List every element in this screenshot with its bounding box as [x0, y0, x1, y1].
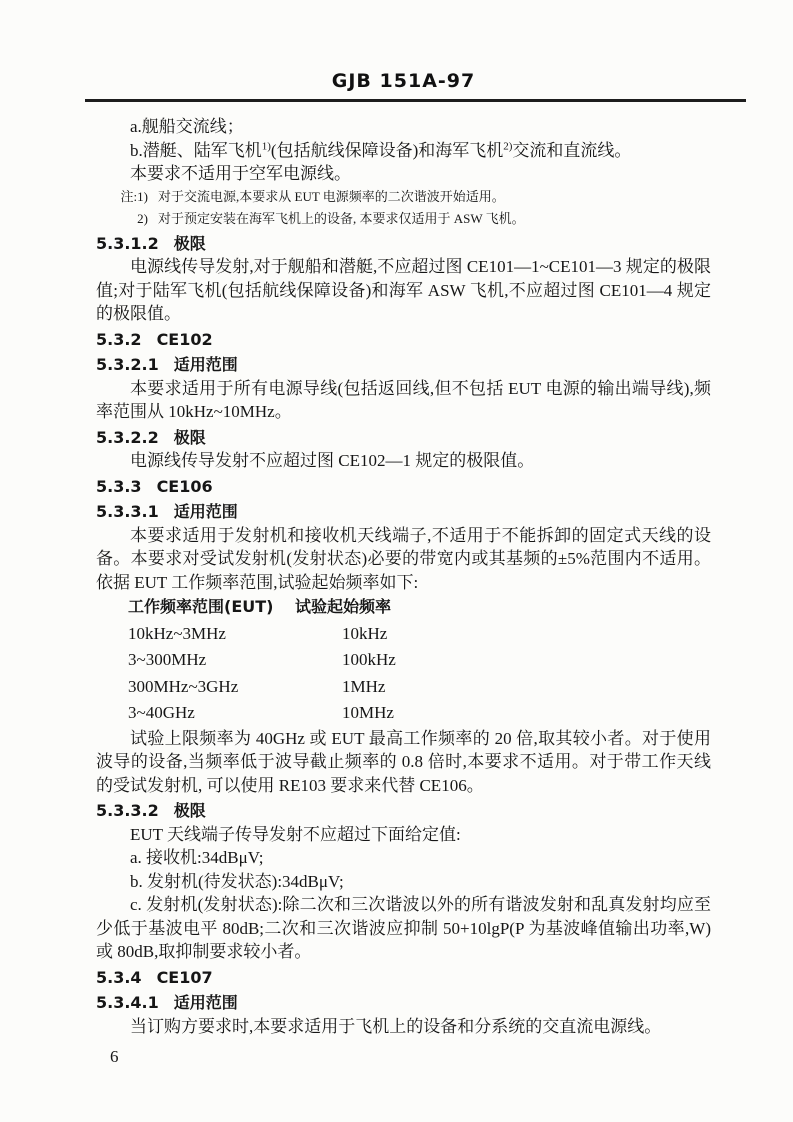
paragraph-5341: 当订购方要求时,本要求适用于飞机上的设备和分系统的交直流电源线。 — [130, 1016, 662, 1036]
limit-item-c: c. 发射机(发射状态):除二次和三次谐波以外的所有谐波发射和乱真发射均应至少低于基波电平 80dB;二次和三次谐波应抑制 50+10lgP(P 为基波峰值输出功率,W)或 80dB,取抑制要求较小者。 — [96, 895, 711, 961]
document-page — [96, 70, 711, 1069]
section-number: 5.3.2 — [96, 329, 142, 349]
section-title: CE107 — [156, 967, 213, 987]
footnote-ref-2: 2) — [503, 139, 513, 152]
paragraph-5312: 电源线传导发射,对于舰船和潜艇,不应超过图 CE101—1~CE101—3 规定的极限值;对于陆军飞机(包括航线保障设备)和海军 ASW 飞机,不应超过图 CE101—4 规定的极限值。 — [96, 257, 711, 323]
footnote-ref-1: 1) — [261, 139, 271, 152]
footnote-2-text: 对于预定安装在海军飞机上的设备, 本要求仅适用于 ASW 飞机。 — [158, 210, 525, 226]
paragraph-5322: 电源线传导发射不应超过图 CE102—1 规定的极限值。 — [130, 451, 535, 470]
cell-start-frequency: 1MHz — [342, 676, 386, 696]
section-number: 5.3.4 — [96, 967, 142, 987]
section-heading-5322 — [96, 426, 711, 450]
air-force-exemption: 本要求不适用于空军电源线。 — [130, 164, 351, 183]
header-rule — [85, 99, 746, 102]
section-heading-5331 — [96, 500, 711, 524]
footnote-1-text: 对于交流电源,本要求从 EUT 电源频率的二次谐波开始适用。 — [158, 188, 505, 204]
test-start-frequency-table — [96, 594, 711, 727]
list-item-b-post: 交流和直流线。 — [512, 140, 632, 160]
paragraph-5321: 本要求适用于所有电源导线(包括返回线,但不包括 EUT 电源的输出端导线),频率范围从 10kHz~10MHz。 — [96, 378, 711, 421]
section-number: 5.3.3.2 — [96, 801, 159, 820]
paragraph-5332: EUT 天线端子传导发射不应超过下面给定值: — [130, 824, 461, 844]
section-title: 极限 — [173, 801, 206, 820]
section-heading-533 — [96, 475, 711, 499]
section-number: 5.3.3.1 — [96, 502, 159, 521]
section-heading-5321 — [96, 353, 711, 377]
section-number: 5.3.2.2 — [96, 427, 159, 447]
list-item-b-mid: (包括航线保障设备)和海军飞机 — [270, 140, 504, 160]
cell-start-frequency: 100kHz — [342, 650, 396, 669]
section-heading-532 — [96, 328, 711, 352]
footnote-1 — [96, 186, 711, 208]
footnote-2 — [96, 208, 711, 230]
section-heading-5332 — [96, 799, 711, 823]
column-header-start-frequency: 试验起始频率 — [295, 597, 392, 616]
table-header-row — [96, 594, 711, 621]
section-title: 极限 — [173, 427, 206, 447]
cell-frequency-range: 10kHz~3MHz — [128, 623, 226, 643]
section-number: 5.3.2.1 — [96, 355, 159, 374]
section-title: 适用范围 — [173, 993, 238, 1012]
list-item-b — [96, 139, 711, 163]
section-title: CE102 — [156, 329, 213, 349]
table-row — [96, 700, 711, 727]
section-number: 5.3.4.1 — [96, 993, 159, 1012]
cell-start-frequency: 10kHz — [342, 623, 388, 643]
list-item-b-pre: b.潜艇、陆军飞机 — [130, 140, 262, 160]
column-header-frequency-range: 工作频率范围(EUT) — [128, 597, 274, 616]
section-title: CE106 — [156, 476, 213, 496]
cell-frequency-range: 3~40GHz — [128, 703, 195, 722]
footnotes — [96, 186, 711, 230]
cell-frequency-range: 3~300MHz — [128, 650, 207, 669]
paragraph-5331b: 试验上限频率为 40GHz 或 EUT 最高工作频率的 20 倍,取其较小者。对于使用波导的设备,当频率低于波导截止频率的 0.8 倍时,本要求不适用。对于带工作天线的受试发射机, 可以使用 RE103 要求来代替 CE106。 — [96, 728, 711, 795]
standard-number-header: GJB 151A-97 — [331, 70, 476, 92]
section-heading-534 — [96, 966, 711, 990]
cell-start-frequency: 10MHz — [342, 703, 394, 722]
section-heading-5312 — [96, 232, 711, 256]
limit-item-a: a. 接收机:34dBμV; — [130, 848, 264, 867]
cell-frequency-range: 300MHz~3GHz — [128, 676, 239, 696]
list-item-a: a.舰船交流线； — [130, 117, 244, 136]
page-number: 6 — [110, 1047, 119, 1066]
paragraph-5331: 本要求适用于发射机和接收机天线端子,不适用于不能拆卸的固定式天线的设备。本要求对受试发射机(发射状态)必要的带宽内或其基频的±5%范围内不适用。依据 EUT 工作频率范围,试验起始频率如下: — [96, 525, 711, 592]
section-title: 极限 — [173, 233, 206, 253]
footnote-1-label: 注:1) — [120, 188, 148, 204]
section-title: 适用范围 — [173, 355, 238, 374]
section-number: 5.3.3 — [96, 476, 142, 496]
table-row — [96, 674, 711, 701]
footnote-2-label: 2) — [137, 210, 148, 226]
table-row — [96, 621, 711, 648]
section-heading-5341 — [96, 991, 711, 1015]
document-body — [96, 115, 711, 1069]
limit-item-b: b. 发射机(待发状态):34dBμV; — [130, 871, 344, 891]
table-row — [96, 647, 711, 674]
section-number: 5.3.1.2 — [96, 233, 159, 253]
section-title: 适用范围 — [173, 502, 238, 521]
